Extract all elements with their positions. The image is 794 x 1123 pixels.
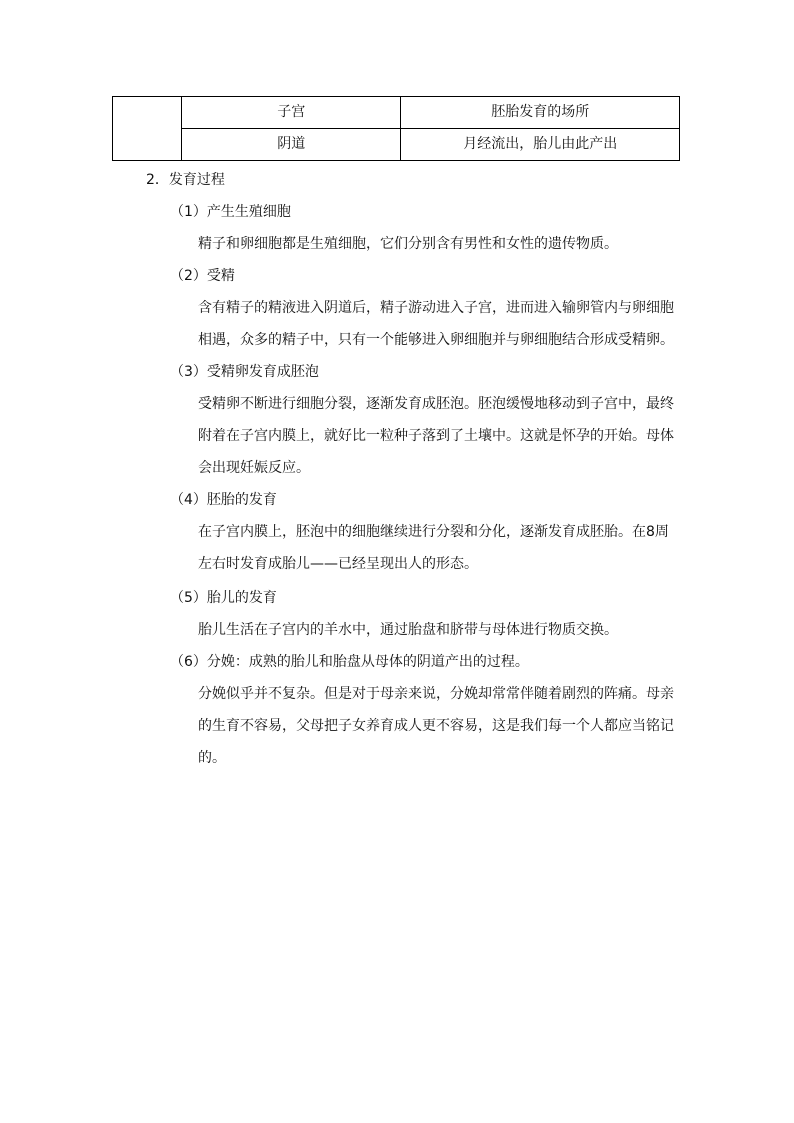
table-merged-blank-cell (113, 97, 182, 161)
step-1-line-1: 精子和卵细胞都是生殖细胞，它们分别含有男性和女性的遗传物质。 (198, 236, 618, 252)
step-6-line-1: 分娩似乎并不复杂。但是对于母亲来说，分娩却常常伴随着剧烈的阵痛。母亲 (198, 686, 674, 702)
section-heading: 2．发育过程 (146, 172, 225, 188)
table-row (113, 129, 680, 161)
step-heading-2: （2）受精 (170, 268, 235, 284)
step-6-line-2: 的生育不容易，父母把子女养育成人更不容易，这是我们每一个人都应当铭记 (198, 718, 674, 734)
step-heading-4: （4）胚胎的发育 (170, 492, 277, 508)
step-3-line-1: 受精卵不断进行细胞分裂，逐渐发育成胚泡。胚泡缓慢地移动到子宫中，最终 (198, 396, 674, 412)
step-4-line-1: 在子宫内膜上，胚泡中的细胞继续进行分裂和分化，逐渐发育成胚胎。在8周 (198, 524, 669, 540)
step-heading-3: （3）受精卵发育成胚泡 (170, 364, 319, 380)
table-cell-organ: 阴道 (182, 129, 401, 161)
step-4-line-2: 左右时发育成胎儿——已经呈现出人的形态。 (198, 556, 478, 572)
step-heading-5: （5）胎儿的发育 (170, 590, 277, 606)
step-3-line-3: 会出现妊娠反应。 (198, 460, 310, 476)
table-cell-function: 月经流出，胎儿由此产出 (401, 129, 680, 161)
step-heading-6: （6）分娩：成熟的胎儿和胎盘从母体的阴道产出的过程。 (170, 654, 529, 670)
step-3-line-2: 附着在子宫内膜上，就好比一粒种子落到了土壤中。这就是怀孕的开始。母体 (198, 428, 674, 444)
table-cell-function: 胚胎发育的场所 (401, 97, 680, 129)
step-5-line-1: 胎儿生活在子宫内的羊水中，通过胎盘和脐带与母体进行物质交换。 (198, 622, 618, 638)
step-6-line-3: 的。 (198, 750, 226, 766)
table-row (113, 97, 680, 129)
step-heading-1: （1）产生生殖细胞 (170, 204, 291, 220)
organ-function-table (112, 96, 680, 161)
step-2-line-1: 含有精子的精液进入阴道后，精子游动进入子宫，进而进入输卵管内与卵细胞 (198, 300, 674, 316)
table-cell-organ: 子宫 (182, 97, 401, 129)
step-2-line-2: 相遇，众多的精子中，只有一个能够进入卵细胞并与卵细胞结合形成受精卵。 (198, 332, 674, 348)
